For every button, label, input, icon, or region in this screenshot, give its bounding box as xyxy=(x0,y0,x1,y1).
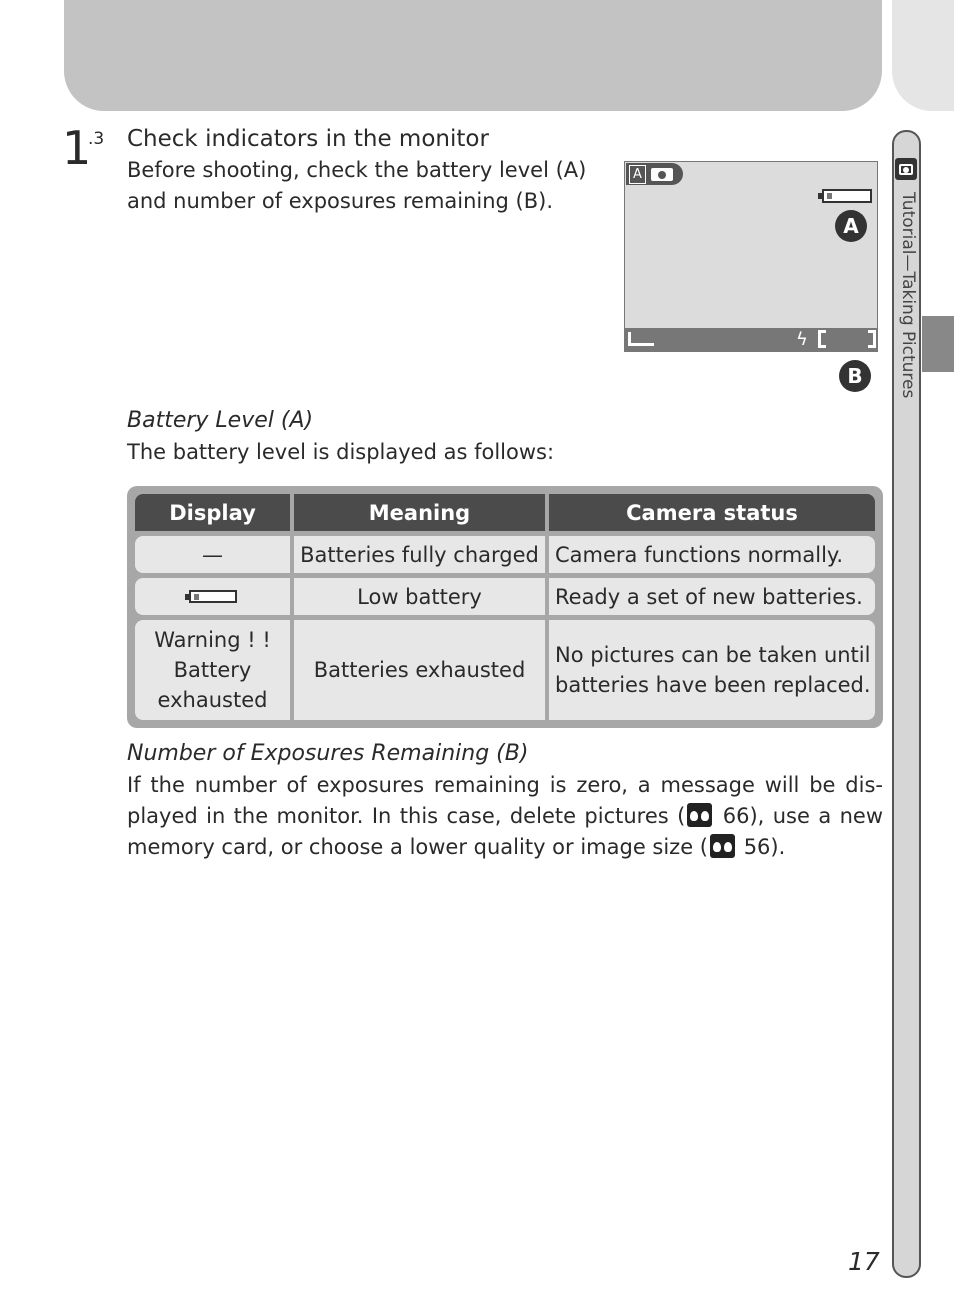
row2-display xyxy=(135,578,290,615)
monitor-illustration xyxy=(624,161,878,352)
battery-table xyxy=(127,486,883,728)
row2-meaning: Low battery xyxy=(294,578,545,615)
focus-bracket-icon xyxy=(628,332,654,346)
page-reference-icon xyxy=(710,834,735,858)
camera-icon xyxy=(895,158,917,180)
exposures-text-1: If the number of exposures remaining is zero, a message will be dis-played in the monitor. In this case, delete pictures ( xyxy=(127,773,883,828)
exposures-text-2: ), use a new memory card, or choose a lower quality or image size ( xyxy=(127,804,884,859)
page-number: 17 xyxy=(848,1247,880,1276)
flash-icon: ϟ xyxy=(796,329,808,350)
battery-heading: Battery Level (A) xyxy=(127,408,314,433)
shooting-mode-indicator xyxy=(626,163,683,185)
row3-status: No pictures can be taken until batteries have been replaced. xyxy=(549,620,875,720)
side-tab-label: Tutorial—Taking Pictures xyxy=(898,192,918,399)
callout-a: A xyxy=(835,210,867,242)
battery-intro: The battery level is displayed as follows: xyxy=(127,440,555,464)
callout-b: B xyxy=(839,360,871,392)
header-meaning: Meaning xyxy=(294,494,545,531)
row3-display: Warning ! ! Battery exhausted xyxy=(135,620,290,720)
header-status: Camera status xyxy=(549,494,875,531)
exposures-ref-1: 66 xyxy=(722,804,750,828)
row1-status: Camera functions normally. xyxy=(549,536,875,573)
header-display: Display xyxy=(135,494,290,531)
tab-cap xyxy=(892,0,954,111)
exposures-text-3: ). xyxy=(770,835,786,859)
step-number: 1 xyxy=(62,121,92,175)
exposure-count-bracket xyxy=(818,330,876,348)
low-battery-icon xyxy=(822,189,872,203)
camera-icon xyxy=(651,168,673,181)
row1-meaning: Batteries fully charged xyxy=(294,536,545,573)
step-body: Before shooting, check the battery level (A) and number of exposures remaining (B). xyxy=(127,158,587,213)
exposures-paragraph xyxy=(127,770,883,863)
step-sub-number: .3 xyxy=(88,129,105,149)
section-marker xyxy=(922,316,954,372)
exposures-heading: Number of Exposures Remaining (B) xyxy=(127,741,529,766)
monitor-status-bar xyxy=(625,328,877,352)
step-title: Check indicators in the monitor xyxy=(127,126,489,152)
auto-mode-icon: A xyxy=(629,165,646,184)
row3-meaning: Batteries exhausted xyxy=(294,620,545,720)
low-battery-icon xyxy=(189,590,237,603)
row2-status: Ready a set of new batteries. xyxy=(549,578,875,615)
header-band xyxy=(64,0,882,111)
page-reference-icon xyxy=(687,803,712,827)
row1-display: — xyxy=(135,536,290,573)
exposures-ref-2: 56 xyxy=(743,835,771,859)
